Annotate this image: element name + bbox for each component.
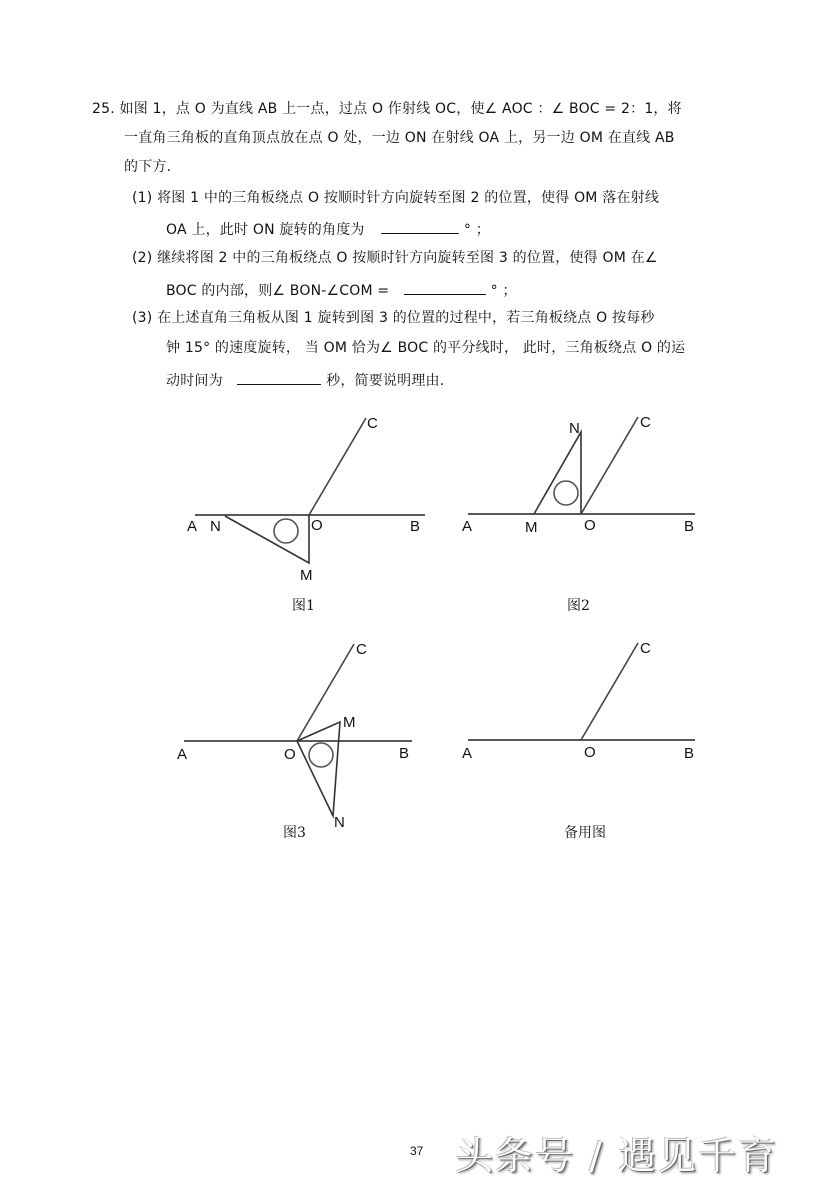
part-1-text-before-blank: OA 上，此时 ON 旋转的角度为 <box>166 222 365 238</box>
fig2-label-M: M <box>525 519 538 536</box>
part-2-text-before-blank: BOC 的内部，则∠ BON-∠COM = <box>166 283 390 299</box>
fig1-label-O: O <box>311 517 323 534</box>
figure-spare-caption: 备用图 <box>564 825 606 841</box>
fig3-label-C: C <box>356 641 367 658</box>
question-stem-line-2: 一直角三角板的直角顶点放在点 O 处，一边 ON 在射线 OA 上，另一边 OM 在直线 AB <box>124 130 675 146</box>
figure-3-caption: 图3 <box>283 825 306 841</box>
part-3-text-after-blank: 秒，简要说明理由. <box>326 373 445 389</box>
figure-3 <box>184 644 412 816</box>
part-3-text-before-blank: 动时间为 <box>166 373 223 389</box>
question-number: 25. <box>92 101 115 117</box>
part-2-text: 继续将图 2 中的三角板绕点 O 按顺时针方向旋转至图 3 的位置，使得 OM 在∠ <box>157 250 658 266</box>
figure-1-caption: 图1 <box>292 598 315 614</box>
fig4-label-O: O <box>584 744 596 761</box>
watermark: 头条号 / 遇见千育 <box>455 1134 778 1178</box>
fig1-label-M: M <box>300 567 313 584</box>
fig3-label-N: N <box>334 814 345 831</box>
fig2-label-A: A <box>462 518 473 535</box>
fig4-label-C: C <box>640 640 651 657</box>
page-number: 37 <box>410 1144 424 1158</box>
fig4-label-B: B <box>684 745 695 762</box>
figure-2 <box>468 417 695 514</box>
part-3-label: (3) <box>132 310 153 326</box>
fig2-label-B: B <box>684 518 695 535</box>
question-stem-line-3: 的下方. <box>124 159 172 175</box>
fig2-label-N: N <box>569 420 580 437</box>
fig2-label-O: O <box>584 517 596 534</box>
fig1-label-N: N <box>210 518 221 535</box>
part-1-text: 将图 1 中的三角板绕点 O 按顺时针方向旋转至图 2 的位置，使得 OM 落在射线 <box>157 190 660 206</box>
fig3-label-A: A <box>177 746 188 763</box>
fig1-label-C: C <box>367 415 378 432</box>
figure-2-caption: 图2 <box>567 598 590 614</box>
stem-text-1: 如图 1，点 O 为直线 AB 上一点，过点 O 作射线 OC，使∠ AOC ：∠ BOC = 2：1，将 <box>119 101 682 117</box>
part-3-text: 在上述直角三角板从图 1 旋转到图 3 的位置的过程中，若三角板绕点 O 按每秒 <box>157 310 655 326</box>
fig3-label-O: O <box>284 746 296 763</box>
fig3-label-B: B <box>399 745 410 762</box>
fig1-label-A: A <box>187 518 198 535</box>
part-3-line-2: 钟 15° 的速度旋转， 当 OM 恰为∠ BOC 的平分线时， 此时，三角板绕点 O 的运 <box>166 340 686 356</box>
fig3-label-M: M <box>343 714 356 731</box>
figure-spare <box>468 643 695 740</box>
part-2-text-after-blank: ° ； <box>490 283 517 299</box>
part-1-text-after-blank: ° ； <box>463 222 490 238</box>
part-2-label: (2) <box>132 250 153 266</box>
fig2-label-C: C <box>640 414 651 431</box>
fig1-label-B: B <box>410 518 421 535</box>
part-1-label: (1) <box>132 190 153 206</box>
fig4-label-A: A <box>462 745 473 762</box>
figure-1 <box>195 418 425 563</box>
